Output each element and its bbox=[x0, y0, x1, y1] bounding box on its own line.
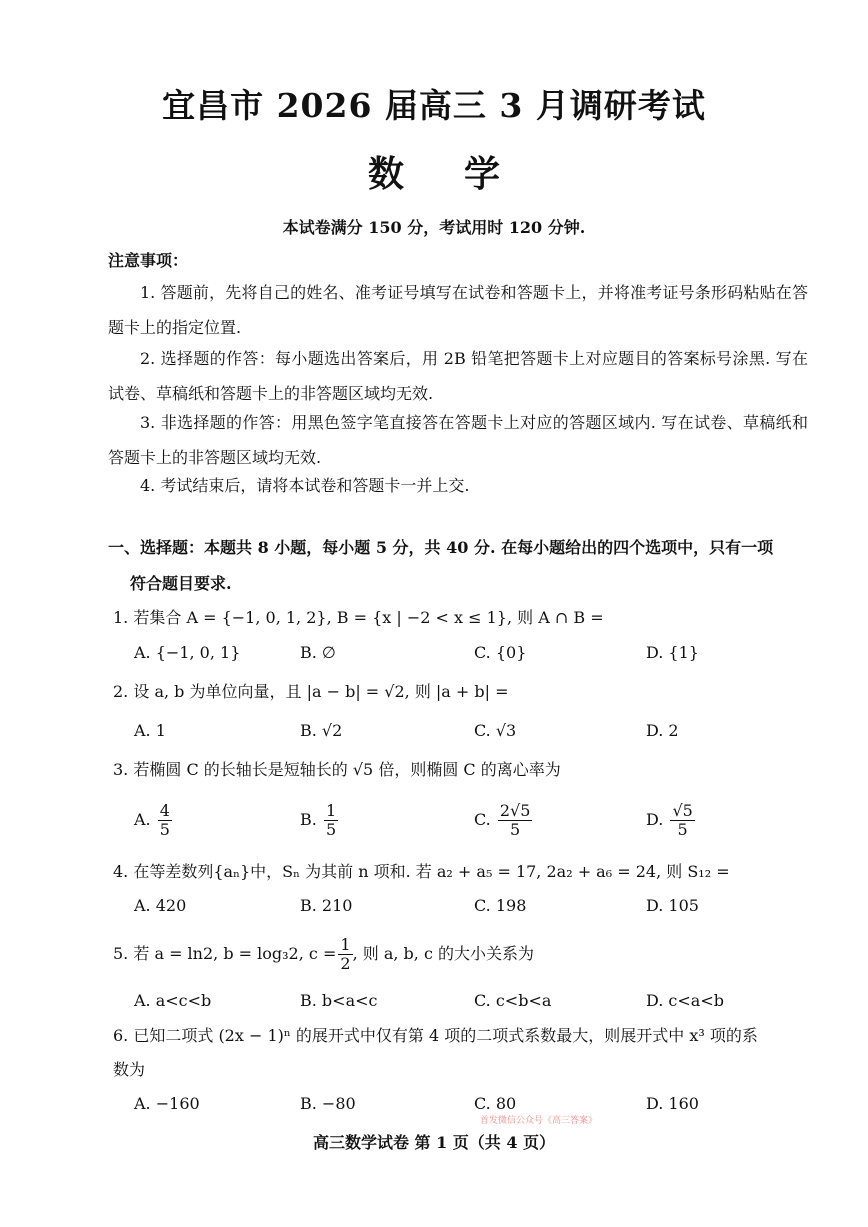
question-1-options bbox=[134, 643, 834, 667]
watermark: 首发微信公众号《高三答案》 bbox=[480, 1116, 598, 1126]
option-c: C. √3 bbox=[474, 721, 517, 740]
question-5-options bbox=[134, 991, 834, 1015]
option-label: A. bbox=[134, 810, 151, 829]
question-2-stem: 2. 设 a, b 为单位向量，且 |a − b| = √2, 则 |a + b| = bbox=[113, 682, 509, 701]
option-c: C. 198 bbox=[474, 896, 527, 915]
fraction bbox=[670, 802, 694, 839]
option-label: D. bbox=[646, 810, 664, 829]
numerator: √5 bbox=[672, 801, 693, 820]
score-line: 本试卷满分 150 分，考试用时 120 分钟. bbox=[282, 218, 586, 237]
numerator: 1 bbox=[325, 801, 337, 820]
stem-start: 5. 若 a = ln2, b = log₃2, c = bbox=[113, 944, 337, 963]
stem-end: , 则 a, b, c 的大小关系为 bbox=[352, 944, 534, 963]
option-a: A. 420 bbox=[134, 896, 187, 915]
fraction bbox=[324, 802, 338, 839]
option-a: A. 1 bbox=[134, 721, 166, 740]
question-4-stem: 4. 在等差数列{aₙ}中，Sₙ 为其前 n 项和. 若 a₂ + a₅ = 17, 2a₂ + a₆ = 24, 则 S₁₂ = bbox=[113, 862, 730, 881]
denominator: 5 bbox=[677, 820, 688, 839]
option-d: D. {1} bbox=[646, 643, 699, 662]
denominator: 5 bbox=[159, 820, 170, 839]
numerator: 4 bbox=[159, 801, 170, 820]
option-d: D. 160 bbox=[646, 1094, 699, 1113]
option-a bbox=[134, 802, 172, 839]
fraction bbox=[338, 936, 352, 973]
note-1: 1. 答题前，先将自己的姓名、准考证号填写在试卷和答题卡上，并将准考证号条形码粘贴在答题卡上的指定位置. bbox=[108, 283, 808, 337]
question-1-stem: 1. 若集合 A = {−1, 0, 1, 2}, B = {x | −2 < x ≤ 1}, 则 A ∩ B = bbox=[113, 608, 604, 627]
question-6-stem: 6. 已知二项式 (2x − 1)ⁿ 的展开式中仅有第 4 项的二项式系数最大，则展开式中 x³ 项的系 bbox=[113, 1026, 758, 1045]
option-a: A. a<c<b bbox=[134, 991, 212, 1010]
option-d: D. 2 bbox=[646, 721, 679, 740]
section-heading bbox=[108, 530, 808, 602]
question-6-stem-cont: 数为 bbox=[113, 1060, 146, 1079]
question-3-stem: 3. 若椭圆 C 的长轴长是短轴长的 √5 倍，则椭圆 C 的离心率为 bbox=[113, 760, 561, 779]
numerator: 2√5 bbox=[499, 801, 531, 820]
fraction bbox=[158, 802, 172, 839]
option-b: B. ∅ bbox=[300, 643, 336, 662]
denominator: 2 bbox=[340, 954, 351, 973]
denominator: 5 bbox=[325, 820, 337, 839]
option-b: B. 210 bbox=[300, 896, 353, 915]
numerator: 1 bbox=[340, 935, 351, 954]
option-label: C. bbox=[474, 810, 491, 829]
note-2: 2. 选择题的作答：每小题选出答案后，用 2B 铅笔把答题卡上对应题目的答案标号涂黑. 写在试卷、草稿纸和答题卡上的非答题区域均无效. bbox=[108, 349, 808, 403]
note-4: 4. 考试结束后，请将本试卷和答题卡一并上交. bbox=[140, 476, 470, 495]
section-line-1: 一、选择题：本题共 8 小题，每小题 5 分，共 40 分. 在每小题给出的四个选项中，只有一项 bbox=[108, 538, 774, 557]
option-b: B. √2 bbox=[300, 721, 343, 740]
question-5-stem bbox=[113, 936, 813, 973]
option-c: C. 80 bbox=[474, 1094, 517, 1113]
option-b bbox=[300, 802, 338, 839]
option-d: D. 105 bbox=[646, 896, 699, 915]
fraction bbox=[498, 802, 533, 839]
option-label: B. bbox=[300, 810, 317, 829]
option-b: B. −80 bbox=[300, 1094, 356, 1113]
denominator: 5 bbox=[510, 820, 521, 839]
note-3: 3. 非选择题的作答：用黑色签字笔直接答在答题卡上对应的答题区域内. 写在试卷、草稿纸和答题卡上的非答题区域均无效. bbox=[108, 413, 808, 467]
option-a: A. −160 bbox=[134, 1094, 200, 1113]
section-line-2: 符合题目要求. bbox=[130, 574, 232, 593]
exam-title: 宜昌市 2026 届高三 3 月调研考试 bbox=[162, 86, 706, 125]
option-c: C. c<b<a bbox=[474, 991, 552, 1010]
page-footer: 高三数学试卷 第 1 页（共 4 页） bbox=[312, 1133, 556, 1152]
option-c: C. {0} bbox=[474, 643, 527, 662]
option-a: A. {−1, 0, 1} bbox=[134, 643, 241, 662]
question-4-options bbox=[134, 896, 834, 920]
question-3-options bbox=[134, 802, 834, 846]
option-b: B. b<a<c bbox=[300, 991, 378, 1010]
subject-title: 数学 bbox=[367, 153, 560, 195]
notes-heading: 注意事项： bbox=[108, 251, 189, 270]
question-2-options bbox=[134, 721, 834, 745]
option-c bbox=[474, 802, 532, 839]
option-d bbox=[646, 802, 695, 839]
option-d: D. c<a<b bbox=[646, 991, 724, 1010]
